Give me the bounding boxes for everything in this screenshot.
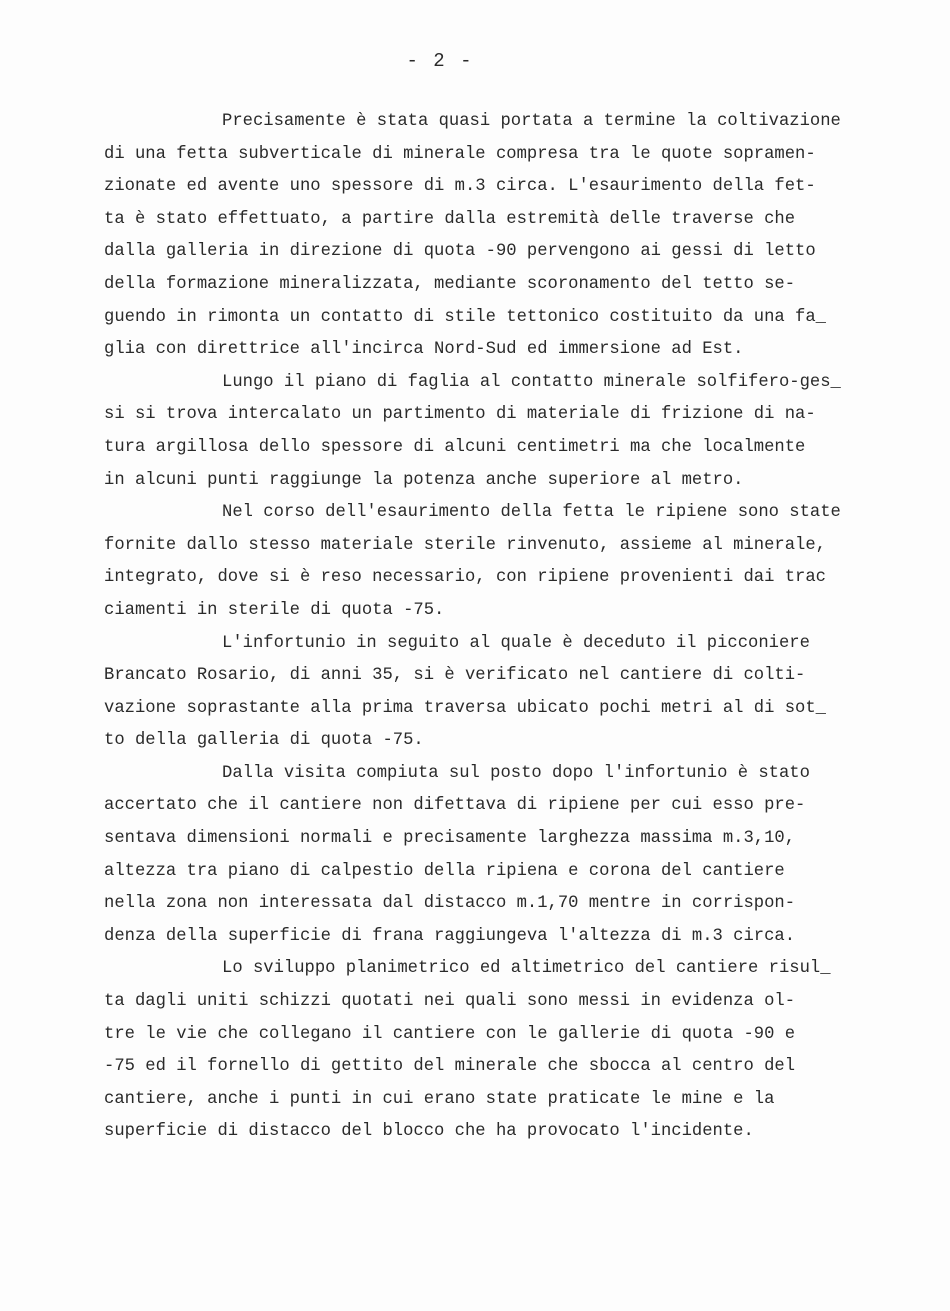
text-line: ta dagli uniti schizzi quotati nei quali sono messi in evidenza ol- xyxy=(104,992,796,1012)
text-line: altezza tra piano di calpestio della ripiena e corona del cantiere xyxy=(104,861,785,881)
text-line: -75 ed il fornello di gettito del minerale che sbocca al centro del xyxy=(104,1057,796,1077)
paragraph-first-line: Precisamente è stata quasi portata a termine la coltivazione xyxy=(222,112,841,131)
text-line: si si trova intercalato un partimento di materiale di frizione di na- xyxy=(104,405,816,425)
text-line: superficie di distacco del blocco che ha provocato l'incidente. xyxy=(104,1122,754,1142)
text-line: fornite dallo stesso materiale sterile rinvenuto, assieme al minerale, xyxy=(104,535,826,555)
text-line: tre le vie che collegano il cantiere con le gallerie di quota -90 e xyxy=(104,1024,796,1044)
paragraph-first-line: Dalla visita compiuta sul posto dopo l'infortunio è stato xyxy=(222,763,810,783)
text-line: in alcuni punti raggiunge la potenza anche superiore al metro. xyxy=(104,470,744,490)
text-line: zionate ed avente uno spessore di m.3 circa. L'esaurimento della fet- xyxy=(104,177,816,197)
paragraph-first-line: Nel corso dell'esaurimento della fetta le ripiene sono state xyxy=(222,503,841,523)
text-line: di una fetta subverticale di minerale compresa tra le quote sopramen- xyxy=(104,144,816,164)
typewritten-body xyxy=(104,106,914,1149)
text-line: ta è stato effettuato, a partire dalla estremità delle traverse che xyxy=(104,209,796,229)
text-line: vazione soprastante alla prima traversa ubicato pochi metri al di sot_ xyxy=(104,698,826,718)
paragraph-first-line: Lungo il piano di faglia al contatto minerale solfifero-ges_ xyxy=(222,372,841,392)
paragraph-first-line: L'infortunio in seguito al quale è deceduto il picconiere xyxy=(222,633,810,653)
text-line: nella zona non interessata dal distacco m.1,70 mentre in corrispon- xyxy=(104,894,796,914)
paragraph-first-line: Lo sviluppo planimetrico ed altimetrico del cantiere risul_ xyxy=(222,959,831,979)
text-line: tura argillosa dello spessore di alcuni centimetri ma che localmente xyxy=(104,437,806,457)
text-line: della formazione mineralizzata, mediante scoronamento del tetto se- xyxy=(104,274,796,294)
text-line: Brancato Rosario, di anni 35, si è verificato nel cantiere di colti- xyxy=(104,666,806,686)
text-line: ciamenti in sterile di quota -75. xyxy=(104,600,445,620)
text-line: cantiere, anche i punti in cui erano state praticate le mine e la xyxy=(104,1089,775,1109)
text-line: integrato, dove si è reso necessario, con ripiene provenienti dai trac xyxy=(104,568,826,588)
text-line: sentava dimensioni normali e precisamente larghezza massima m.3,10, xyxy=(104,829,796,849)
text-line: denza della superficie di frana raggiungeva l'altezza di m.3 circa. xyxy=(104,926,796,946)
text-line: dalla galleria in direzione di quota -90 pervengono ai gessi di letto xyxy=(104,242,816,262)
text-line: to della galleria di quota -75. xyxy=(104,731,424,751)
text-line: accertato che il cantiere non difettava di ripiene per cui esso pre- xyxy=(104,796,806,816)
text-line: glia con direttrice all'incirca Nord-Sud ed immersione ad Est. xyxy=(104,340,744,360)
page-number: - 2 - xyxy=(406,50,474,72)
text-line: guendo in rimonta un contatto di stile tettonico costituito da una fa_ xyxy=(104,307,826,327)
